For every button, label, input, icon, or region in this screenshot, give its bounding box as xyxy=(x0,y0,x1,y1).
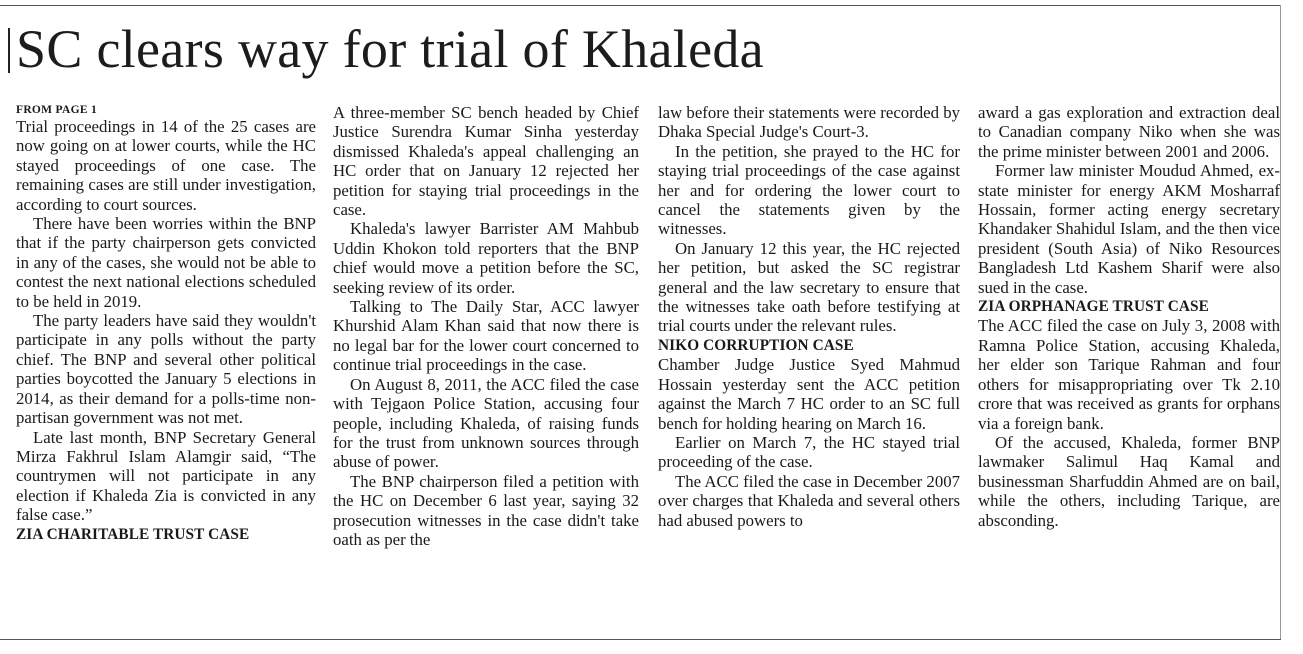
paragraph: Of the accused, Khaleda, former BNP lawmaker Salimul Haq Kamal and businessman Sharfuddin Ahmed are on bail, while the others, including Tarique, are absconding. xyxy=(978,432,1280,530)
headline-left-rule xyxy=(8,28,10,73)
subhead-niko-corruption: NIKO CORRUPTION CASE xyxy=(658,336,854,354)
paragraph: Trial proceedings in 14 of the 25 cases are now going on at lower courts, while the HC stayed proceedings of one case. The remaining cases are still under investigation, according to court sources. xyxy=(16,117,316,214)
subhead-zia-orphanage-trust: ZIA ORPHANAGE TRUST CASE xyxy=(978,298,1209,316)
paragraph: In the petition, she prayed to the HC for staying trial proceedings of the case against her and for ordering the lower court to cancel the statements given by the witnesses. xyxy=(658,141,960,239)
article-column-2 xyxy=(333,103,639,549)
paragraph: award a gas exploration and extraction deal to Canadian company Niko when she was the prime minister between 2001 and 2006. xyxy=(978,103,1280,161)
paragraph: On August 8, 2011, the ACC filed the case with Tejgaon Police Station, accusing four people, including Khaleda, of raising funds for the trust from unknown sources through abuse of power. xyxy=(333,374,639,472)
kicker-from-page: FROM PAGE 1 xyxy=(16,104,98,116)
article-column-3 xyxy=(658,103,960,530)
paragraph: Khaleda's lawyer Barrister AM Mahbub Uddin Khokon told reporters that the BNP chief would move a petition before the SC, seeking review of its order. xyxy=(333,219,639,297)
paragraph: A three-member SC bench headed by Chief Justice Surendra Kumar Sinha yesterday dismissed Khaleda's appeal challenging an HC order that on January 12 rejected her petition for staying trial proceedings in the case. xyxy=(333,103,639,220)
paragraph: The party leaders have said they wouldn't participate in any polls without the party chief. The BNP and several other political parties boycotted the January 5 elections in 2014, as their demand for a polls-time non-partisan government was not met. xyxy=(16,311,316,428)
paragraph: The ACC filed the case in December 2007 over charges that Khaleda and several others had abused powers to xyxy=(658,471,960,530)
paragraph: Earlier on March 7, the HC stayed trial proceeding of the case. xyxy=(658,432,960,472)
paragraph: There have been worries within the BNP that if the party chairperson gets convicted in any of the cases, she would not be able to contest the next national elections scheduled to be held in 2019. xyxy=(16,214,316,311)
article-column-4 xyxy=(978,103,1280,530)
paragraph: The BNP chairperson filed a petition with the HC on December 6 last year, saying 32 prosecution witnesses in the case didn't take oath as per the xyxy=(333,471,639,549)
paragraph: Late last month, BNP Secretary General Mirza Fakhrul Islam Alamgir said, “The countrymen will not participate in any election if Khaleda Zia is convicted in any false case.” xyxy=(16,427,316,525)
bottom-rule xyxy=(0,639,1281,640)
paragraph: Chamber Judge Justice Syed Mahmud Hossain yesterday sent the ACC petition against the March 7 HC order to an SC full bench for holding hearing on March 16. xyxy=(658,355,960,433)
paragraph: Former law minister Moudud Ahmed, ex-state minister for energy AKM Mosharraf Hossain, former acting energy secretary Khandaker Shahidul Islam, and the then vice president (South Asia) of Niko Resources Bangladesh Ltd Kashem Sharif were also sued in the case. xyxy=(978,161,1280,297)
paragraph: The ACC filed the case on July 3, 2008 with Ramna Police Station, accusing Khaleda, her elder son Tarique Rahman and four others for misappropriating over Tk 2.10 crore that was received as grants for orphans via a foreign bank. xyxy=(978,316,1280,433)
paragraph: On January 12 this year, the HC rejected her petition, but asked the SC registrar general and the law secretary to ensure that the witnesses take oath before testifying at trial courts under the relevant rules. xyxy=(658,238,960,336)
paragraph: Talking to The Daily Star, ACC lawyer Khurshid Alam Khan said that now there is no legal bar for the lower court concerned to continue trial proceedings in the case. xyxy=(333,297,639,375)
right-rule xyxy=(1280,5,1281,640)
top-rule xyxy=(0,5,1281,6)
paragraph: law before their statements were recorded by Dhaka Special Judge's Court-3. xyxy=(658,103,960,142)
article-column-1 xyxy=(16,103,316,544)
subhead-zia-charitable-trust: ZIA CHARITABLE TRUST CASE xyxy=(16,525,250,543)
page-title: SC clears way for trial of Khaleda xyxy=(16,19,764,79)
